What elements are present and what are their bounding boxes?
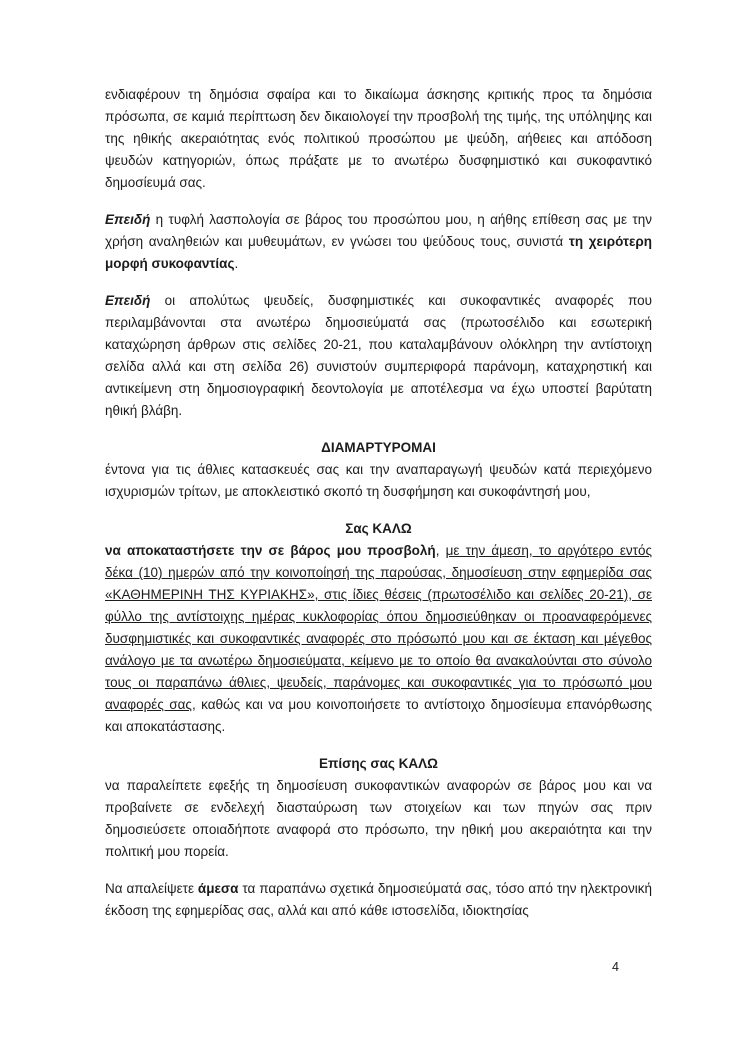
paragraph-refrain-request: να παραλείπετε εφεξής τη δημοσίευση συκοφαντικών αναφορών σε βάρος μου και να προβαίνετε σε ενδελεχή διασταύρωση των στοιχείων και των πηγών σας πριν δημοσιεύσετε οποιαδήποτε αναφορά στο πρόσωπο, την ηθική μου ακεραιότητα και την πολιτική μου πορεία. xyxy=(105,778,652,859)
paragraph-text: Να απαλείψετε xyxy=(105,881,198,896)
page-number: 4 xyxy=(612,960,619,974)
paragraph-deletion-request xyxy=(105,878,652,922)
paragraph-text: η τυφλή λασπολογία σε βάρος του προσώπου μου, η αήθης επίθεση σας με την χρήση αναληθειών και μυθευμάτων, εν γνώσει του ψεύδους τους, συνιστά xyxy=(105,212,652,249)
heading-protest: ΔΙΑΜΑΡΤΥΡΟΜΑΙ xyxy=(321,440,436,455)
bold-italic-lead: Επειδή xyxy=(105,212,151,227)
paragraph-protest-body: έντονα για τις άθλιες κατασκευές σας και την αναπαραγωγή ψευδών κατά περιεχόμενο ισχυρισμών τρίτων, με αποκλειστικό σκοπό τη δυσφήμηση και συκοφάντησή μου, xyxy=(105,462,652,499)
bold-demand-lead: να αποκαταστήσετε την σε βάρος μου προσβολή xyxy=(105,543,436,558)
paragraph-demand xyxy=(105,540,652,738)
paragraph-text: τα παραπάνω σχετικά δημοσιεύματά σας, τόσο από την ηλεκτρονική έκδοση της εφημερίδας σας, αλλά και από κάθε ιστοσελίδα, ιδιοκτησίας xyxy=(105,881,652,918)
paragraph-continuation: ενδιαφέρουν τη δημόσια σφαίρα και το δικαίωμα άσκησης κριτικής προς τα δημόσια πρόσωπα, σε καμιά περίπτωση δεν δικαιολογεί την προσβολή της τιμής, της υπόληψης και της ηθικής ακεραιότητας ενός πολιτικού προσώπου με ψεύδη, αήθειες και απόδοση ψευδών κατηγοριών, όπως πράξατε με το ανωτέρω δυσφημιστικό και συκοφαντικό δημοσίευμά σας. xyxy=(105,87,652,190)
paragraph-text: . xyxy=(234,256,239,271)
heading-also-call: Επίσης σας ΚΑΛΩ xyxy=(319,756,438,771)
paragraph-text: , xyxy=(435,543,446,558)
underlined-demand-terms: με την άμεση, το αργότερο εντός δέκα (10) ημερών από την κοινοποίησή της παρούσας, δημοσίευση στην εφημερίδα σας «ΚΑΘΗΜΕΡΙΝΗ ΤΗΣ ΚΥΡΙΑΚΗΣ», στις ίδιες θέσεις (πρωτοσέλιδο και σελίδες 20-21), σε φύλλο της αντίστοιχης ημέρας κυκλοφορίας όπου δημοσιεύθηκαν οι προαναφερόμενες δυσφημιστικές και συκοφαντικές αναφορές στο πρόσωπό μου και σε έκταση και μέγεθος ανάλογο με τα ανωτέρω δημοσιεύματα, κείμενο με το οποίο θα ανακαλούνται στο σύνολο τους οι παραπάνω άθλιες, ψευδείς, παράνομες και συκοφαντικές για το πρόσωπό μου αναφορές σας xyxy=(105,543,652,712)
paragraph-epeidi-2 xyxy=(105,290,652,422)
bold-italic-lead: Επειδή xyxy=(105,293,151,308)
paragraph-text: , καθώς και να μου κοινοποιήσετε το αντίστοιχο δημοσίευμα επανόρθωσης και αποκατάστασης. xyxy=(105,697,653,734)
paragraph-epeidi-1 xyxy=(105,209,652,275)
heading-call: Σας ΚΑΛΩ xyxy=(345,521,412,536)
bold-phrase: τη χειρότερη μορφή συκοφαντίας xyxy=(105,234,652,271)
bold-amesa: άμεσα xyxy=(197,881,239,896)
paragraph-text: οι απολύτως ψευδείς, δυσφημιστικές και συκοφαντικές αναφορές που περιλαμβάνονται στα ανωτέρω δημοσιεύματά σας (πρωτοσέλιδο και εσωτερική καταχώρηση άρθρων στις σελίδες 20-21, που καταλαμβάνουν ολόκληρη την αντίστοιχη σελίδα αλλά και στη σελίδα 26) συνιστούν συμπεριφορά παράνομη, καταχρηστική και αντικείμενη στη δημοσιογραφική δεοντολογία με αποτέλεσμα να έχω υποστεί βαρύτατη ηθική βλάβη. xyxy=(105,293,652,418)
